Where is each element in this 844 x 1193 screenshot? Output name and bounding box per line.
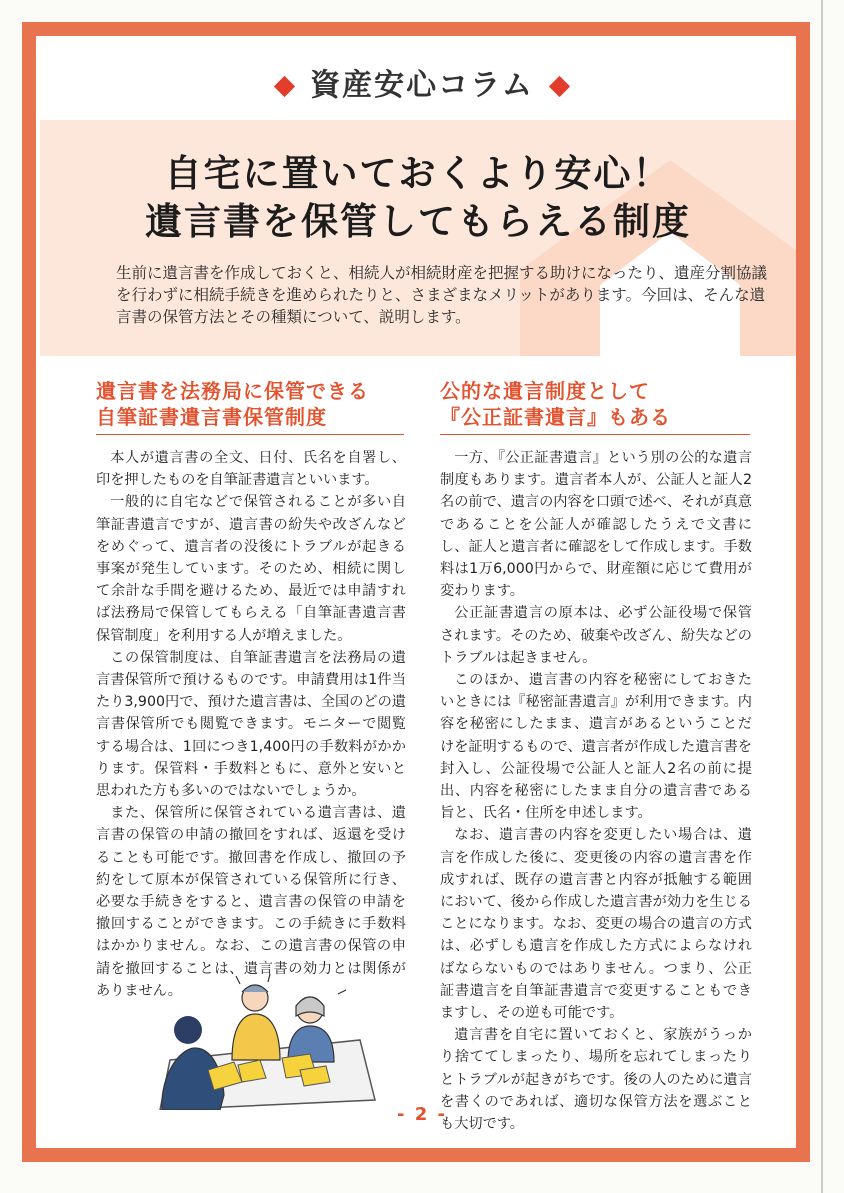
family-meeting-illustration — [150, 970, 380, 1110]
paragraph: この保管制度は、自筆証書遺言を法務局の遺言書保管所で預けるものです。申請費用は1件当たり3,900円で、預けた遺言書は、全国のどの遺言書保管所でも閲覧できます。モニターで閲覧する場合は、1回につき1,400円の手数料がかかります。保管料・手数料ともに、意外と安いと思われた方も多いのではないでしょうか。 — [96, 649, 406, 800]
right-column-rule — [440, 434, 750, 435]
right-column-body — [440, 447, 752, 1135]
paragraph: 本人が遺言書の全文、日付、氏名を自署し、印を押したものを自筆証書遺言といいます。 — [96, 450, 406, 489]
page-number: - 2 - — [397, 1104, 447, 1125]
left-column-heading-line-1: 遺言書を法務局に保管できる — [96, 379, 369, 403]
paragraph: なお、遺言書の内容を変更したい場合は、遺言を作成した後に、変更後の内容の遺言書を作成すれば、既存の遺言書と内容が抵触する範囲において、後から作成した遺言書が効力を生じることになります。なお、変更の場合の遺言の方式は、必ずしも遺言を作成した方式によらなければならないものではありません。つまり、公正証書遺言を自筆証書遺言で変更することもできますし、その逆も可能です。 — [440, 827, 752, 1022]
column-title — [0, 60, 844, 104]
paragraph: 一般的に自宅などで保管されることが多い自筆証書遺言ですが、遺言書の紛失や改ざんなどをめぐって、遺言者の没後にトラブルが起きる事案が発生しています。そのため、相続に関して余計な手間を避けるため、最近では申請すれば法務局で保管してもらえる「自筆証書遺言書保管制度」を利用する人が増えました。 — [96, 494, 406, 644]
paragraph: このほか、遺言書の内容を秘密にしておきたいときには『秘密証書遺言』が利用できます。内容を秘密にしたまま、遺言があるということだけを証明するもので、遺言者が作成した遺言書を封入し、公証役場で公証人と証人2名の前に提出、内容を秘密にしたまま自分の遺言書である旨と、氏名・住所を申述します。 — [440, 672, 752, 822]
right-column-heading-line-2: 『公正証書遺言』もある — [440, 405, 671, 429]
headline-line-1: 自宅に置いておくより安心！ — [164, 152, 672, 195]
column-title-text: 資産安心コラム — [310, 68, 534, 103]
headline-line-2: 遺言書を保管してもらえる制度 — [145, 200, 691, 243]
diamond-icon — [549, 76, 570, 97]
left-column-heading-line-2: 自筆証書遺言書保管制度 — [96, 405, 327, 429]
paragraph: 公正証書遺言の原本は、必ず公証役場で保管されます。そのため、破棄や改ざん、紛失などのトラブルは起きません。 — [440, 605, 752, 666]
paragraph: また、保管所に保管されている遺言書は、遺言書の保管の申請の撤回をすれば、返還を受けることも可能です。撤回書を作成し、撤回の予約をして原本が保管されている保管所に行き、必要な手続きをすると、遺言書の保管の申請を撤回することができます。この手続きに手数料はかかりません。なお、この遺言書の保管の申請を撤回することは、遺言書の効力とは関係がありません。 — [96, 805, 406, 999]
paragraph: 遺言書を自宅に置いておくと、家族がうっかり捨ててしまったり、場所を忘れてしまったりとトラブルが起きがちです。後の人のために遺言を書くのであれば、適切な保管方法を選ぶことも大切です。 — [440, 1027, 752, 1133]
right-column-heading-line-1: 公的な遺言制度として — [440, 379, 650, 403]
diamond-icon — [274, 76, 295, 97]
left-column-rule — [96, 434, 404, 435]
paragraph: 一方、『公正証書遺言』という別の公的な遺言制度もあります。遺言者本人が、公証人と証人2名の前で、遺言の内容を口頭で述べ、それが真意であることを公証人が確認したうえで文書にし、証人と遺言者に確認をして作成します。手数料は1万6,000円からで、財産額に応じて費用が変わります。 — [440, 450, 752, 600]
left-column-body — [96, 447, 406, 1002]
intro-text: 生前に遺言書を作成しておくと、相続人が相続財産を把握する助けになったり、遺産分割協議を行わずに相続手続きを進められたりと、さまざまなメリットがあります。今回は、そんな遺言書の保管方法とその種類について、説明します。 — [116, 264, 768, 326]
